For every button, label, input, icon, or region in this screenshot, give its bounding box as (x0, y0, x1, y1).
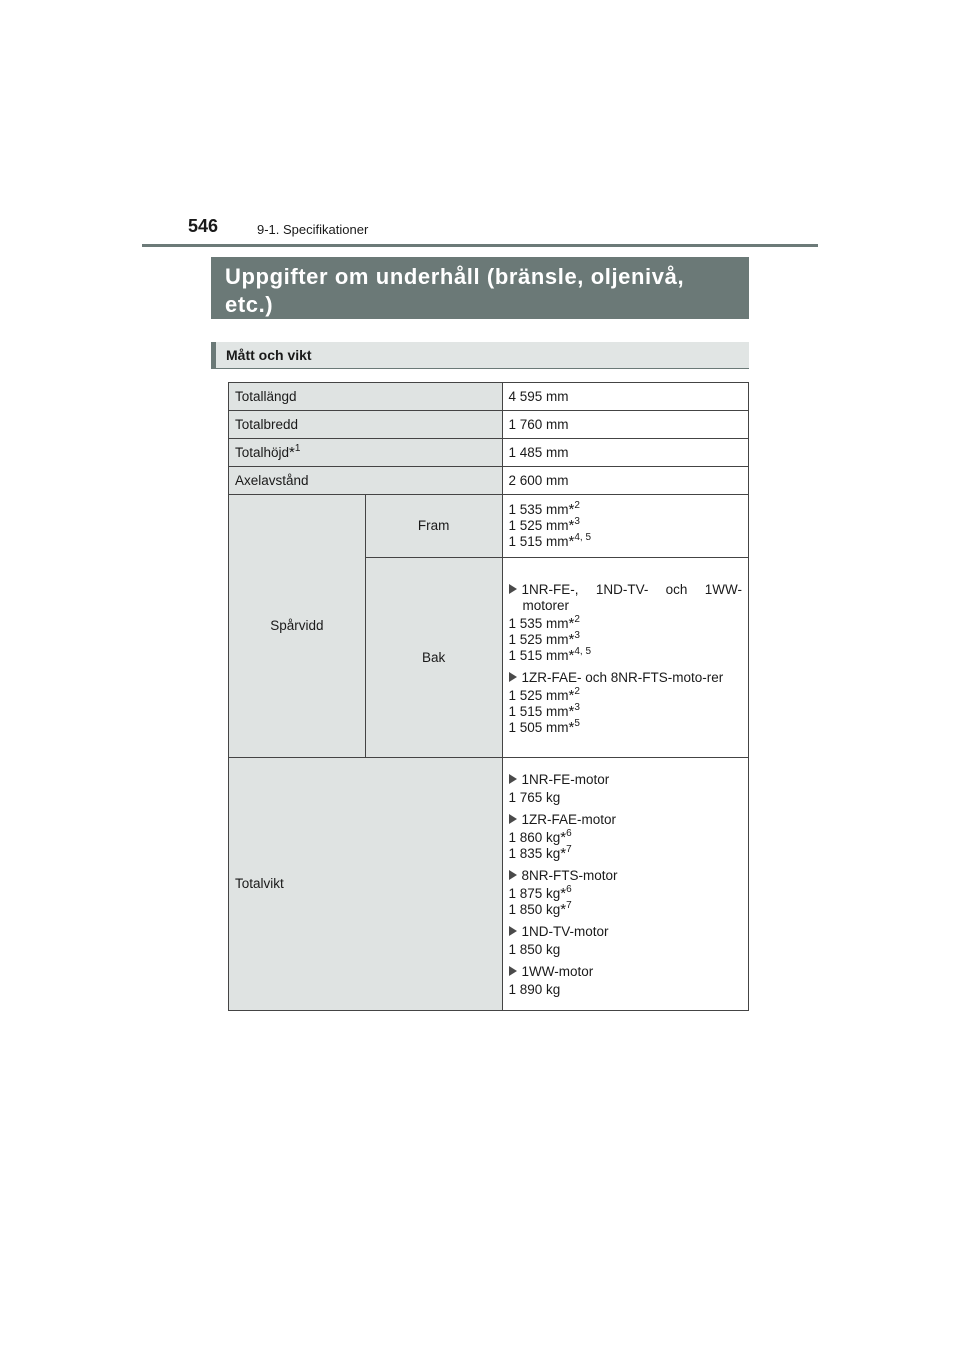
value-line (509, 830, 743, 846)
total-height-label-cell (229, 439, 503, 467)
measurement-value: 1 535 mm (508, 502, 569, 517)
value-line (509, 790, 743, 806)
spacer (509, 958, 743, 962)
engine-heading (509, 582, 743, 614)
table-row (229, 383, 749, 411)
total-height-value: 1 485 mm (502, 439, 749, 467)
page-number: 546 (188, 216, 219, 236)
value-line (508, 645, 743, 664)
footnote-asterisk-icon: * (568, 501, 575, 518)
footnote-number: 3 (574, 629, 580, 641)
triangle-bullet-icon (509, 672, 517, 682)
footnote-asterisk-icon: * (560, 901, 567, 918)
footnote-number: 1 (294, 442, 301, 454)
engine-name: 1ND-TV-motor (521, 924, 609, 939)
footnote-number: 6 (566, 884, 572, 895)
dimensions-weight-table (228, 382, 749, 1011)
footnote-asterisk-icon: * (568, 686, 575, 704)
track-rear-label: Bak (365, 558, 502, 758)
value-line (508, 629, 743, 648)
footnote-number: 2 (574, 500, 580, 511)
footnote-number: 7 (566, 844, 572, 855)
triangle-bullet-icon (509, 584, 517, 594)
value-line (509, 502, 743, 518)
spacer (509, 862, 743, 866)
measurement-value: 1 525 mm (508, 631, 569, 647)
value-line (509, 886, 743, 902)
table-row (229, 495, 749, 558)
engine-name: 8NR-FTS-motor (521, 868, 618, 883)
triangle-bullet-icon (509, 814, 517, 824)
total-width-value: 1 760 mm (502, 411, 749, 439)
spacer (509, 664, 743, 668)
measurement-value: 1 765 kg (508, 790, 561, 805)
footnote-asterisk-icon: * (568, 517, 575, 534)
measurement-value: 1 875 kg (508, 886, 561, 901)
table-row (229, 439, 749, 467)
wheelbase-label: Axelavstånd (229, 467, 503, 495)
value-line (508, 613, 743, 632)
engine-name: 1ZR-FAE- och 8NR-FTS-moto-rer (521, 669, 724, 685)
total-weight-values (502, 758, 749, 1011)
footnote-asterisk-icon: * (560, 829, 567, 846)
total-weight-label: Totalvikt (229, 758, 503, 1011)
footnote-number: 4, 5 (574, 532, 592, 543)
footnote-number: 2 (574, 685, 580, 697)
engine-heading (509, 772, 743, 788)
section-title: Uppgifter om underhåll (bränsle, oljenivå, etc.) (225, 264, 685, 317)
section-title-banner (211, 257, 749, 319)
measurement-value: 1 890 kg (508, 982, 561, 997)
triangle-bullet-icon (509, 926, 517, 936)
subsection-accent-bar (211, 342, 216, 368)
engine-heading (509, 868, 743, 884)
value-line (508, 701, 743, 720)
wheelbase-value: 2 600 mm (502, 467, 749, 495)
spacer (509, 918, 743, 922)
engine-name: 1ZR-FAE-motor (521, 812, 617, 827)
footnote-number: 4, 5 (574, 645, 592, 657)
footnote-number: 5 (574, 717, 580, 729)
value-line (509, 942, 743, 958)
footnote-asterisk-icon: * (568, 614, 575, 632)
value-line (509, 902, 743, 918)
value-line (508, 685, 743, 704)
total-height-label: Totalhöjd (235, 444, 290, 460)
total-length-label: Totallängd (229, 383, 503, 411)
header-divider (142, 244, 818, 247)
footnote-asterisk-icon: * (289, 443, 295, 461)
measurement-value: 1 515 mm (508, 534, 569, 549)
measurement-value: 1 850 kg (508, 902, 561, 917)
footnote-asterisk-icon: * (568, 533, 575, 550)
engine-heading (509, 924, 743, 940)
measurement-value: 1 860 kg (508, 830, 561, 845)
section-reference: 9-1. Specifikationer (257, 222, 369, 237)
table-row (229, 758, 749, 1011)
engine-name: 1WW-motor (521, 964, 594, 979)
footnote-number: 2 (574, 613, 580, 625)
engine-heading (509, 964, 743, 980)
footnote-asterisk-icon: * (568, 702, 575, 720)
table-row (229, 411, 749, 439)
footnote-number: 3 (574, 516, 580, 527)
value-line (509, 982, 743, 998)
footnote-asterisk-icon: * (568, 718, 575, 736)
value-line (509, 534, 743, 550)
footnote-number: 3 (574, 701, 580, 713)
footnote-number: 6 (566, 828, 572, 839)
measurement-value: 1 850 kg (508, 942, 561, 957)
subsection-title: Mått och vikt (226, 347, 312, 363)
footnote-asterisk-icon: * (568, 630, 575, 648)
footnote-asterisk-icon: * (568, 646, 575, 664)
triangle-bullet-icon (509, 774, 517, 784)
value-line (509, 518, 743, 534)
track-label: Spårvidd (229, 495, 366, 758)
engine-name: 1NR-FE-motor (521, 772, 610, 787)
track-rear-values (502, 558, 749, 758)
value-line (509, 846, 743, 862)
measurement-value: 1 525 mm (508, 687, 569, 703)
measurement-value: 1 515 mm (508, 703, 569, 719)
track-front-label: Fram (365, 495, 502, 558)
footnote-number: 7 (566, 900, 572, 911)
measurement-value: 1 535 mm (508, 615, 569, 631)
value-line (508, 717, 743, 736)
total-length-value: 4 595 mm (502, 383, 749, 411)
footnote-asterisk-icon: * (560, 845, 567, 862)
measurement-value: 1 525 mm (508, 518, 569, 533)
measurement-value: 1 505 mm (508, 719, 569, 735)
triangle-bullet-icon (509, 870, 517, 880)
total-width-label: Totalbredd (229, 411, 503, 439)
triangle-bullet-icon (509, 966, 517, 976)
engine-heading (509, 812, 743, 828)
measurement-value: 1 835 kg (508, 846, 561, 861)
spacer (509, 806, 743, 810)
footnote-asterisk-icon: * (560, 885, 567, 902)
measurement-value: 1 515 mm (508, 647, 569, 663)
track-front-values (502, 495, 749, 558)
subsection-header (211, 342, 749, 369)
engine-heading (509, 670, 743, 686)
table-row (229, 467, 749, 495)
engine-name: 1NR-FE-, 1ND-TV- och 1WW-motorer (521, 581, 742, 613)
